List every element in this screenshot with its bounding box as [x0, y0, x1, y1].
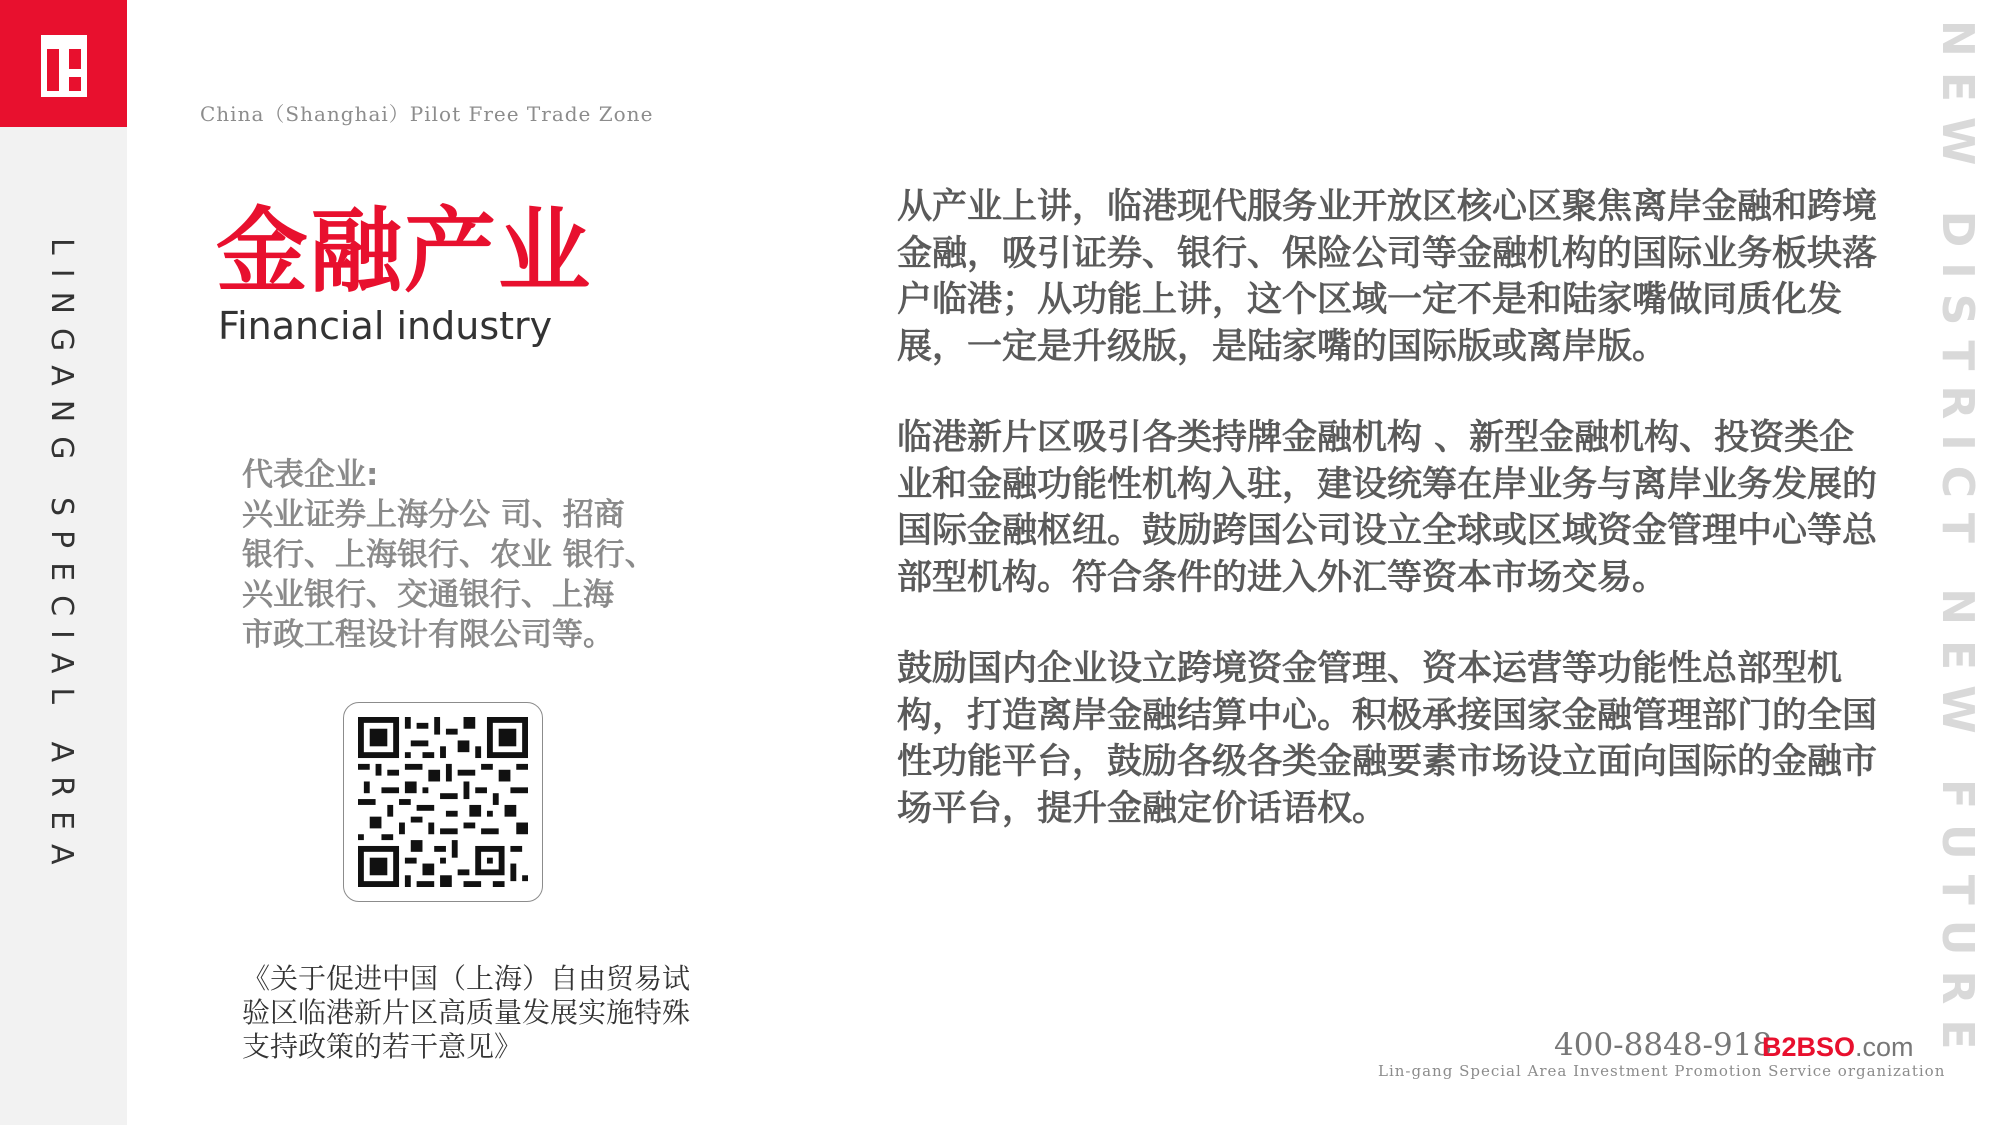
- representatives-label: 代表企业:: [242, 457, 379, 493]
- header-subtitle: China（Shanghai）Pilot Free Trade Zone: [200, 102, 654, 126]
- representatives-line: 市政工程设计有限公司等。: [242, 617, 614, 653]
- representatives-line: 兴业银行、交通银行、上海: [242, 577, 614, 613]
- qr-code-frame[interactable]: [343, 702, 543, 902]
- right-vertical-text: NEW DISTRICT NEW FUTURE: [1932, 20, 1983, 1065]
- brand-logo: [0, 0, 127, 127]
- tlogo-icon: [41, 35, 87, 97]
- policy-line: 验区临港新片区高质量发展实施特殊: [242, 996, 691, 1029]
- policy-line: 支持政策的若干意见》: [242, 1030, 523, 1063]
- paragraph-institutions: 临港新片区吸引各类持牌金融机构 、新型金融机构、投资类企业和金融功能性机构入驻，建设统筹在岸业务与离岸业务发展的国际金融枢纽。鼓励跨国公司设立全球或区域资金管理中心等总部型机构。符合条件的进入外汇等资本市场交易。: [897, 418, 1878, 598]
- representative-companies: [242, 455, 692, 655]
- footer-brand-name: B2BSO: [1762, 1032, 1856, 1062]
- page-title-english: Financial industry: [218, 304, 553, 348]
- footer-brand[interactable]: [1762, 1032, 1914, 1063]
- footer-brand-suffix: .com: [1855, 1032, 1914, 1062]
- paragraph-headquarters: 鼓励国内企业设立跨境资金管理、资本运营等功能性总部型机构，打造离岸金融结算中心。积极承接国家金融管理部门的全国性功能平台，鼓励各级各类金融要素市场设立面向国际的金融市场平台，提升金融定价话语权。: [897, 649, 1878, 829]
- qr-code-icon: [358, 717, 528, 887]
- policy-line: 《关于促进中国（上海）自由贸易试: [242, 962, 691, 995]
- page-title: 金融产业: [216, 198, 593, 305]
- footer-organization: Lin-gang Special Area Investment Promotion Service organization: [1378, 1062, 1946, 1080]
- left-vertical-text: LINGANG SPECIAL AREA: [44, 238, 79, 879]
- footer-phone: 400-8848-918: [1554, 1027, 1773, 1063]
- paragraph-industry: 从产业上讲，临港现代服务业开放区核心区聚焦离岸金融和跨境金融，吸引证券、银行、保险公司等金融机构的国际业务板块落户临港；从功能上讲，这个区域一定不是和陆家嘴做同质化发展，一定是升级版，是陆家嘴的国际版或离岸版。: [897, 187, 1878, 367]
- representatives-line: 兴业证券上海分公 司、招商: [242, 497, 625, 533]
- representatives-line: 银行、上海银行、农业 银行、: [242, 537, 656, 573]
- main-content: [897, 184, 1887, 877]
- policy-reference: [242, 962, 712, 1064]
